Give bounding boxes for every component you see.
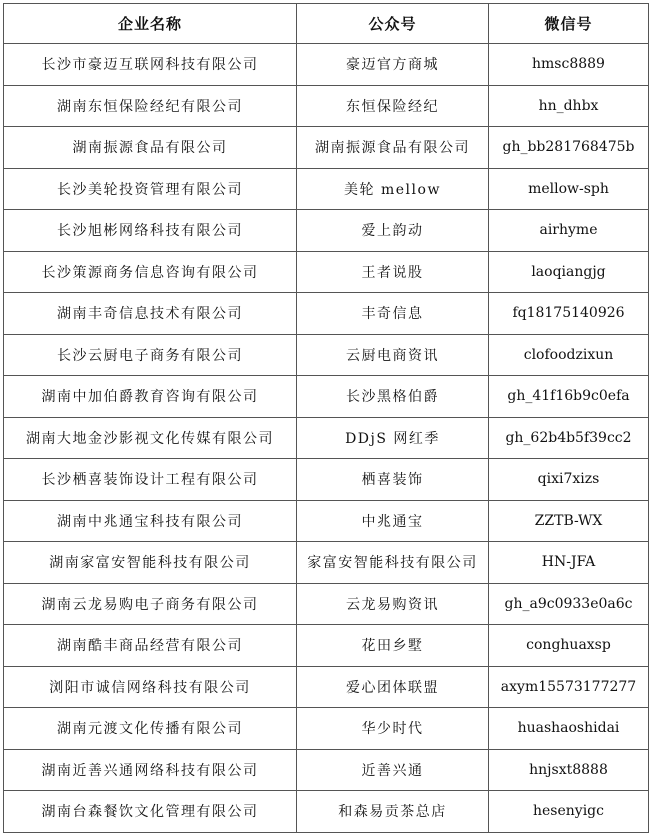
wechat-id-cell: gh_62b4b5f39cc2 — [489, 417, 649, 459]
official-account-cell: 栖喜装饰 — [297, 459, 489, 501]
company-name-cell: 湖南云龙易购电子商务有限公司 — [4, 583, 297, 625]
wechat-id-cell: hmsc8889 — [489, 44, 649, 86]
wechat-id-cell: conghuaxsp — [489, 625, 649, 667]
company-name-cell: 湖南家富安智能科技有限公司 — [4, 542, 297, 584]
company-name-cell: 浏阳市诚信网络科技有限公司 — [4, 666, 297, 708]
table-row — [4, 293, 649, 335]
company-name-cell: 长沙策源商务信息咨询有限公司 — [4, 251, 297, 293]
company-name-cell: 湖南近善兴通网络科技有限公司 — [4, 749, 297, 791]
wechat-id-cell: hn_dhbx — [489, 85, 649, 127]
table-row — [4, 251, 649, 293]
table-row — [4, 666, 649, 708]
wechat-id-cell: airhyme — [489, 210, 649, 252]
wechat-id-cell: HN-JFA — [489, 542, 649, 584]
official-account-cell: 云龙易购资讯 — [297, 583, 489, 625]
table-row — [4, 127, 649, 169]
company-name-cell: 长沙云厨电子商务有限公司 — [4, 334, 297, 376]
official-account-cell: 丰奇信息 — [297, 293, 489, 335]
wechat-id-cell: qixi7xizs — [489, 459, 649, 501]
table-row — [4, 376, 649, 418]
official-account-cell: 近善兴通 — [297, 749, 489, 791]
official-account-cell: 王者说股 — [297, 251, 489, 293]
company-name-cell: 湖南东恒保险经纪有限公司 — [4, 85, 297, 127]
official-account-cell: 东恒保险经纪 — [297, 85, 489, 127]
company-name-cell: 湖南中兆通宝科技有限公司 — [4, 500, 297, 542]
official-account-cell: 湖南振源食品有限公司 — [297, 127, 489, 169]
wechat-id-cell: gh_41f16b9c0efa — [489, 376, 649, 418]
official-account-cell: 长沙黑格伯爵 — [297, 376, 489, 418]
company-name-cell: 湖南丰奇信息技术有限公司 — [4, 293, 297, 335]
company-wechat-table — [3, 3, 649, 833]
official-account-cell: 爱上韵动 — [297, 210, 489, 252]
table-row — [4, 583, 649, 625]
official-account-cell: 云厨电商资讯 — [297, 334, 489, 376]
company-name-cell: 湖南中加伯爵教育咨询有限公司 — [4, 376, 297, 418]
wechat-id-cell: gh_bb281768475b — [489, 127, 649, 169]
table-header — [4, 4, 649, 44]
company-name-cell: 湖南台森餐饮文化管理有限公司 — [4, 791, 297, 833]
table-row — [4, 625, 649, 667]
wechat-id-cell: mellow-sph — [489, 168, 649, 210]
wechat-id-cell: huashaoshidai — [489, 708, 649, 750]
official-account-cell: 花田乡墅 — [297, 625, 489, 667]
official-account-cell: 爱心团体联盟 — [297, 666, 489, 708]
wechat-id-cell: axym15573177277 — [489, 666, 649, 708]
wechat-id-cell: hesenyigc — [489, 791, 649, 833]
wechat-id-cell: gh_a9c0933e0a6c — [489, 583, 649, 625]
official-account-cell: DDjS 网红季 — [297, 417, 489, 459]
header-wechat-id: 微信号 — [489, 4, 649, 44]
wechat-id-cell: fq18175140926 — [489, 293, 649, 335]
table-row — [4, 542, 649, 584]
table-row — [4, 44, 649, 86]
company-name-cell: 长沙美轮投资管理有限公司 — [4, 168, 297, 210]
table-row — [4, 708, 649, 750]
table-row — [4, 417, 649, 459]
table-row — [4, 749, 649, 791]
table-row — [4, 500, 649, 542]
company-name-cell: 长沙旭彬网络科技有限公司 — [4, 210, 297, 252]
wechat-id-cell: laoqiangjg — [489, 251, 649, 293]
official-account-cell: 豪迈官方商城 — [297, 44, 489, 86]
table-row — [4, 168, 649, 210]
company-name-cell: 湖南大地金沙影视文化传媒有限公司 — [4, 417, 297, 459]
header-company-name: 企业名称 — [4, 4, 297, 44]
table-row — [4, 85, 649, 127]
official-account-cell: 中兆通宝 — [297, 500, 489, 542]
official-account-cell: 华少时代 — [297, 708, 489, 750]
table-row — [4, 791, 649, 833]
wechat-id-cell: hnjsxt8888 — [489, 749, 649, 791]
official-account-cell: 家富安智能科技有限公司 — [297, 542, 489, 584]
header-row — [4, 4, 649, 44]
table-body — [4, 44, 649, 833]
header-official-account: 公众号 — [297, 4, 489, 44]
company-name-cell: 湖南酷丰商品经营有限公司 — [4, 625, 297, 667]
wechat-id-cell: clofoodzixun — [489, 334, 649, 376]
official-account-cell: 美轮 mellow — [297, 168, 489, 210]
table-row — [4, 210, 649, 252]
table-row — [4, 334, 649, 376]
company-name-cell: 长沙市豪迈互联网科技有限公司 — [4, 44, 297, 86]
company-name-cell: 湖南元渡文化传播有限公司 — [4, 708, 297, 750]
company-name-cell: 长沙栖喜装饰设计工程有限公司 — [4, 459, 297, 501]
company-name-cell: 湖南振源食品有限公司 — [4, 127, 297, 169]
table-row — [4, 459, 649, 501]
official-account-cell: 和森易贡茶总店 — [297, 791, 489, 833]
wechat-id-cell: ZZTB-WX — [489, 500, 649, 542]
